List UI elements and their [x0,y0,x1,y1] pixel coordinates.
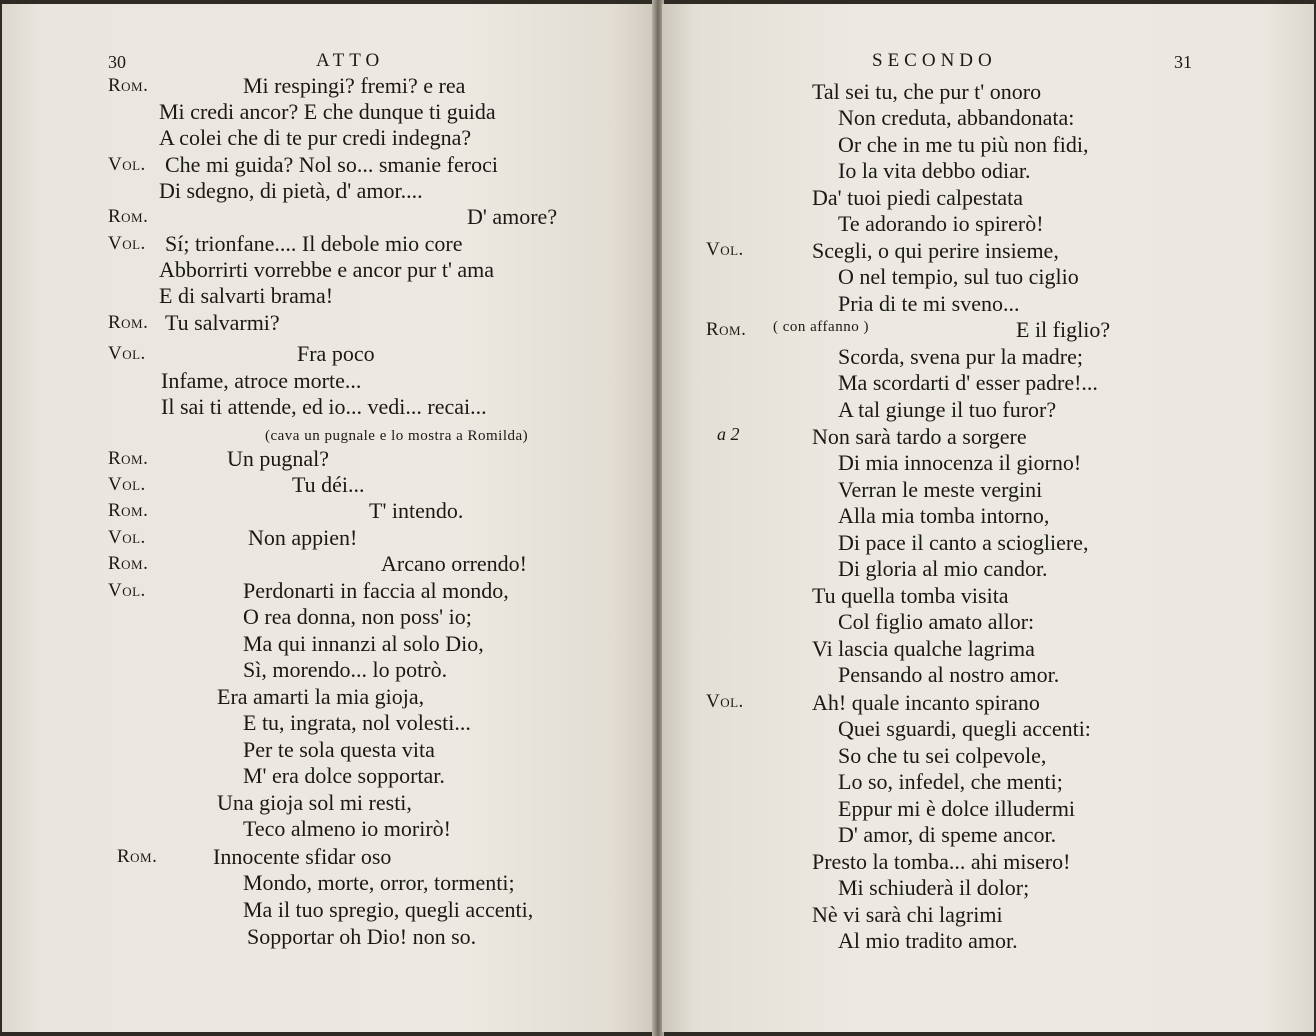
speaker-label: Vol. [108,343,146,364]
right-page [662,4,1314,1032]
left-page [2,4,654,1032]
verse-line: Abborrirti vorrebbe e ancor pur t' ama [159,257,495,282]
verse-line: So che tu sei colpevole, [838,743,1047,768]
verse-line: Ma il tuo spregio, quegli accenti, [243,897,534,922]
verse-line: Non creduta, abbandonata: [838,105,1075,130]
verse-line: D' amor, di speme ancor. [838,822,1057,847]
verse-line: Scegli, o qui perire insieme, [812,238,1059,263]
speaker-label: Rom. [108,75,149,96]
verse-line: Tu salvarmi? [165,310,280,335]
verse-line: M' era dolce sopportar. [243,763,445,788]
verse-line: Scorda, svena pur la madre; [838,344,1083,369]
inline-stage-direction: ( con affanno ) [773,319,869,335]
speaker-label: Vol. [108,527,146,548]
verse-line: Mondo, morte, orror, tormenti; [243,870,515,895]
verse-line: Tu déi... [292,472,365,497]
verse-line: Or che in me tu più non fidi, [838,132,1089,157]
verse-line: Perdonarti in faccia al mondo, [243,578,509,603]
verse-line: O nel tempio, sul tuo ciglio [838,264,1079,289]
verse-line: O rea donna, non poss' io; [243,604,472,629]
running-head-left: ATTO [316,50,385,71]
speaker-label: Vol. [108,233,146,254]
verse-line: A tal giunge il tuo furor? [838,397,1057,422]
verse-line: Nè vi sarà chi lagrimi [812,902,1003,927]
verse-line: Al mio tradito amor. [838,928,1018,953]
verse-line: Innocente sfidar oso [213,844,392,869]
verse-line: Quei sguardi, quegli accenti: [838,716,1091,741]
verse-line: Tu quella tomba visita [812,583,1009,608]
verse-line: E il figlio? [1016,317,1111,342]
verse-line: Arcano orrendo! [381,551,527,576]
running-head-right: SECONDO [872,50,997,71]
verse-line: Infame, atroce morte... [161,368,362,393]
verse-line: Ah! quale incanto spirano [812,690,1040,715]
verse-line: Lo so, infedel, che menti; [838,769,1063,794]
verse-line: Che mi guida? Nol so... smanie feroci [165,152,498,177]
verse-line: Non sarà tardo a sorgere [812,424,1027,449]
verse-line: Verran le meste vergini [838,477,1043,502]
verse-line: Col figlio amato allor: [838,609,1035,634]
speaker-label: Vol. [108,580,146,601]
verse-line: Eppur mi è dolce illudermi [838,796,1076,821]
speaker-label: Rom. [117,846,158,867]
verse-line: Il sai ti attende, ed io... vedi... recai... [161,394,487,419]
verse-line: Presto la tomba... ahi misero! [812,849,1071,874]
verse-line: D' amore? [467,204,558,229]
speaker-label: Vol. [706,691,744,712]
speaker-label: Rom. [108,500,149,521]
verse-line: A colei che di te pur credi indegna? [159,125,472,150]
verse-line: Ma scordarti d' esser padre!... [838,370,1098,395]
verse-line: Sí; trionfane.... Il debole mio core [165,231,463,256]
verse-line: Mi schiuderà il dolor; [838,875,1030,900]
verse-line: Di gloria al mio candor. [838,556,1048,581]
verse-line: Da' tuoi piedi calpestata [812,185,1024,210]
speaker-label: Vol. [108,474,146,495]
speaker-label: Vol. [108,154,146,175]
verse-line: E di salvarti brama! [159,283,334,308]
verse-line: Fra poco [297,341,375,366]
verse-line: T' intendo. [369,498,464,523]
verse-line: Mi credi ancor? E che dunque ti guida [159,99,496,124]
verse-line: Era amarti la mia gioja, [217,684,425,709]
speaker-label: Rom. [108,206,149,227]
verse-line: Una gioja sol mi resti, [217,790,412,815]
verse-line: Di sdegno, di pietà, d' amor.... [159,178,423,203]
verse-line: Io la vita debbo odiar. [838,158,1031,183]
a-due-marker: a 2 [717,424,740,444]
verse-line: Sopportar oh Dio! non so. [247,924,477,949]
verse-line: Mi respingi? fremi? e rea [243,73,466,98]
verse-line: Pria di te mi sveno... [838,291,1020,316]
verse-line: Sì, morendo... lo potrò. [243,657,448,682]
verse-line: Tal sei tu, che pur t' onoro [812,79,1042,104]
speaker-label: Rom. [108,448,149,469]
stage-direction: (cava un pugnale e lo mostra a Romilda) [265,428,529,444]
verse-line: Teco almeno io morirò! [243,816,452,841]
page-number-left: 30 [108,52,126,72]
speaker-label: Rom. [706,319,747,340]
verse-line: Alla mia tomba intorno, [838,503,1050,528]
verse-line: Te adorando io spirerò! [838,211,1044,236]
speaker-label: Rom. [108,312,149,333]
verse-line: E tu, ingrata, nol volesti... [243,710,471,735]
verse-line: Non appien! [248,525,358,550]
speaker-label: Rom. [108,553,149,574]
verse-line: Di pace il canto a sciogliere, [838,530,1089,555]
speaker-label: Vol. [706,239,744,260]
verse-line: Di mia innocenza il giorno! [838,450,1082,475]
verse-line: Vi lascia qualche lagrima [812,636,1035,661]
verse-line: Un pugnal? [227,446,330,471]
verse-line: Pensando al nostro amor. [838,662,1060,687]
verse-line: Per te sola questa vita [243,737,435,762]
verse-line: Ma qui innanzi al solo Dio, [243,631,484,656]
page-number-right: 31 [1174,52,1192,72]
